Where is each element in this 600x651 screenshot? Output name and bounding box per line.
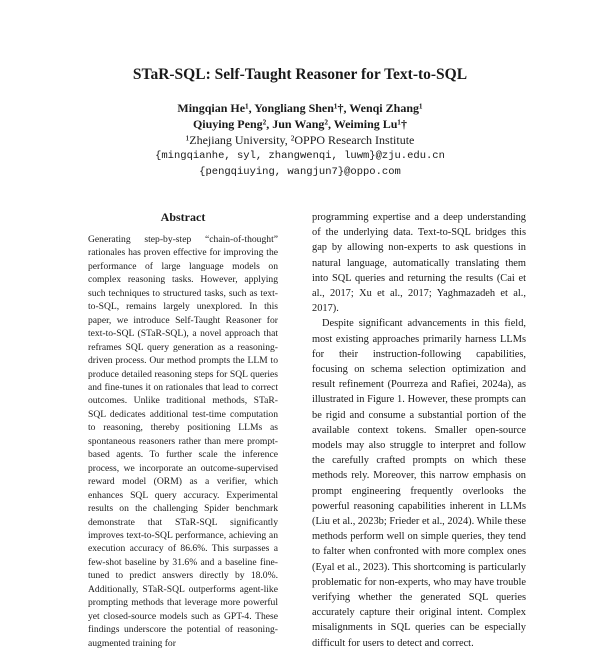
email-line-1: {mingqianhe, syl, zhangwenqi, luwm}@zju.edu.cn [155, 150, 445, 162]
authors-line-1: Mingqian He¹, Yongliang Shen¹†, Wenqi Zhang¹ [177, 101, 423, 115]
author-block [0, 100, 600, 180]
intro-paragraph-2: Despite significant advancements in this field, most existing approaches primarily harness LLMs for their instruction-following capabilities, focusing on schema selection optimization and result refinement (Pourreza and Rafiei, 2024a), as illustrated in Figure 1. However, these prompts can be rigid and consume a substantial portion of the available context tokens. Smaller open-source models may also struggle to interpret and follow the carefully crafted prompts on which these methods rely. Moreover, this narrow emphasis on prompt engineering frequently overlooks the powerful reasoning capabilities inherent in LLMs (Liu et al., 2023b; Frieder et al., 2024). While these methods perform well on simple queries, they tend to falter when confronted with more complex ones (Eyal et al., 2023). This shortcoming is particularly problematic for non-experts, who may have trouble verifying whether the generated SQL queries accurately capture their original intent. Complex misalignments in SQL queries can be especially difficult for users to detect and correct. [312, 318, 526, 649]
abstract-body [88, 233, 278, 650]
right-column [312, 210, 526, 651]
email-line-2: {pengqiuying, wangjun7}@oppo.com [199, 166, 401, 178]
authors-line-2: Qiuying Peng², Jun Wang², Weiming Lu¹† [192, 117, 408, 131]
abstract-paragraph: Generating step-by-step “chain-of-thought” rationales has proven effective for improving the performance of large language models on complex reasoning tasks. However, applying such techniques to structured tasks, such as text-to-SQL, remains largely unexplored. In this paper, we introduce Self-Taught Reasoner for text-to-SQL (STaR-SQL), a novel approach that reframes SQL query generation as a reasoning-driven process. Our method prompts the LLM to produce detailed reasoning steps for SQL queries and fine-tunes it on rationales that lead to correct outcomes. Unlike traditional methods, STaR-SQL dedicates additional test-time computation to reasoning, thereby positioning LLMs as spontaneous reasoners rather than mere prompt-based agents. To further scale the inference process, we incorporate an outcome-supervised reward model (ORM) as a verifier, which enhances SQL query accuracy. Experimental results on the challenging Spider benchmark demonstrate that STaR-SQL significantly improves text-to-SQL performance, achieving an execution accuracy of 86.6%. This surpasses a few-shot baseline by 31.6% and a baseline fine-tuned to predict answers directly by 18.0%. Additionally, STaR-SQL outperforms agent-like prompting methods that leverage more powerful yet closed-source models such as GPT-4. These findings underscore the potential of reasoning-augmented training for [88, 234, 278, 649]
abstract-heading: Abstract [160, 210, 206, 224]
paper-title: STaR-SQL: Self-Taught Reasoner for Text-to-SQL [132, 66, 468, 83]
affiliation: ¹Zhejiang University, ²OPPO Research Institute [185, 133, 415, 147]
intro-paragraph-1: programming expertise and a deep understanding of the underlying data. Text-to-SQL bridges this gap by allowing non-experts to ask questions in natural language, automatically translating them into SQL queries and returning the results (Cai et al., 2017; Xu et al., 2017; Yaghmazadeh et al., 2017). [312, 212, 526, 315]
